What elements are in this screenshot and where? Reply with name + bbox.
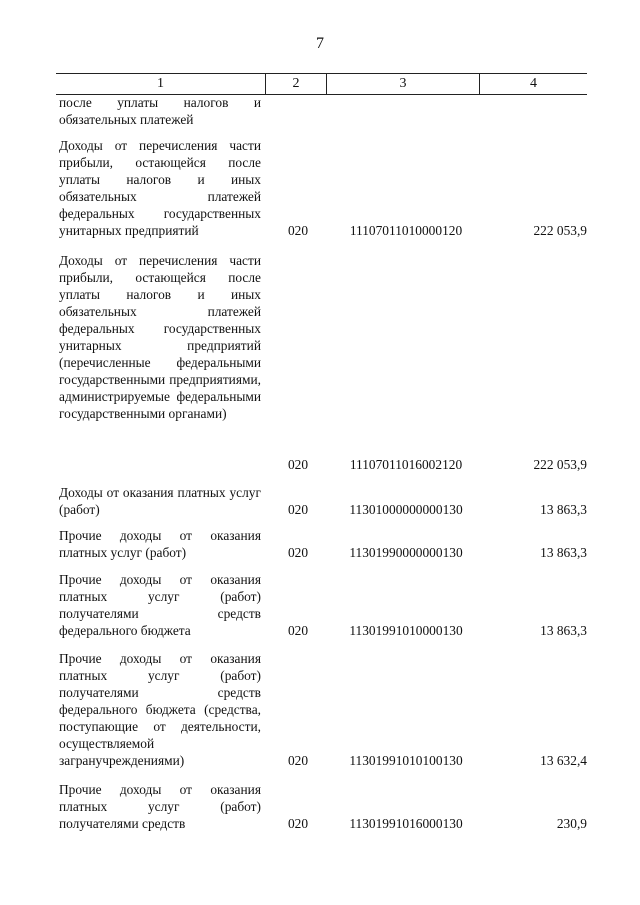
header-col-3: 3 — [399, 76, 407, 91]
row-code: 020 — [287, 753, 309, 768]
row-kbk: 11301990000000130 — [349, 545, 463, 560]
row-amount: 230,9 — [556, 816, 587, 831]
header-col-1: 1 — [157, 76, 164, 91]
row-amount: 13 863,3 — [540, 502, 587, 517]
table-row — [0, 94, 640, 128]
header-col-2: 2 — [292, 76, 300, 91]
table-header — [56, 73, 587, 95]
table-row — [0, 484, 640, 518]
table-row — [0, 137, 640, 239]
header-col-4: 4 — [530, 76, 537, 91]
row-amount: 13 863,3 — [540, 623, 587, 638]
table-row — [0, 781, 640, 832]
row-description: после уплаты налогов и обязательных платежей — [59, 95, 261, 127]
row-amount: 222 053,9 — [533, 457, 587, 472]
row-amount: 13 632,4 — [540, 753, 587, 768]
row-description: Прочие доходы от оказания платных услуг (работ) получателями средств федерального бюджета (средства, поступающие от деятельности, осуществляемой загранучреждениями) — [59, 651, 261, 768]
table-row — [0, 571, 640, 639]
row-description: Доходы от перечисления части прибыли, остающейся после уплаты налогов и иных обязательных платежей федеральных государственных унитарных предприятий — [59, 138, 261, 238]
row-description: Доходы от оказания платных услуг (работ) — [59, 485, 261, 517]
row-amount: 13 863,3 — [540, 545, 587, 560]
table-row — [0, 650, 640, 769]
row-description: Доходы от перечисления части прибыли, остающейся после уплаты налогов и иных обязательных платежей федеральных государственных унитарных предприятий (перечисленные федеральными государственными предприятиями, администрируемые федеральными государственными органами) — [59, 253, 261, 421]
row-code: 020 — [287, 502, 309, 517]
row-code: 020 — [287, 457, 309, 472]
row-kbk: 11301991010000130 — [349, 623, 463, 638]
row-description: Прочие доходы от оказания платных услуг (работ) — [59, 528, 261, 560]
row-kbk: 11107011016002120 — [349, 457, 463, 472]
row-kbk: 11301991010100130 — [349, 753, 463, 768]
row-code: 020 — [287, 223, 309, 238]
page-number: 7 — [316, 35, 324, 52]
table-row — [0, 527, 640, 561]
row-description: Прочие доходы от оказания платных услуг (работ) получателями средств — [59, 782, 261, 831]
table-row — [0, 252, 640, 473]
row-amount: 222 053,9 — [533, 223, 587, 238]
row-code: 020 — [287, 545, 309, 560]
row-code: 020 — [287, 623, 309, 638]
row-kbk: 11301000000000130 — [349, 502, 463, 517]
row-description: Прочие доходы от оказания платных услуг (работ) получателями средств федерального бюджета — [59, 572, 261, 638]
row-kbk: 11107011010000120 — [349, 223, 463, 238]
row-code: 020 — [287, 816, 309, 831]
row-kbk: 11301991016000130 — [349, 816, 463, 831]
